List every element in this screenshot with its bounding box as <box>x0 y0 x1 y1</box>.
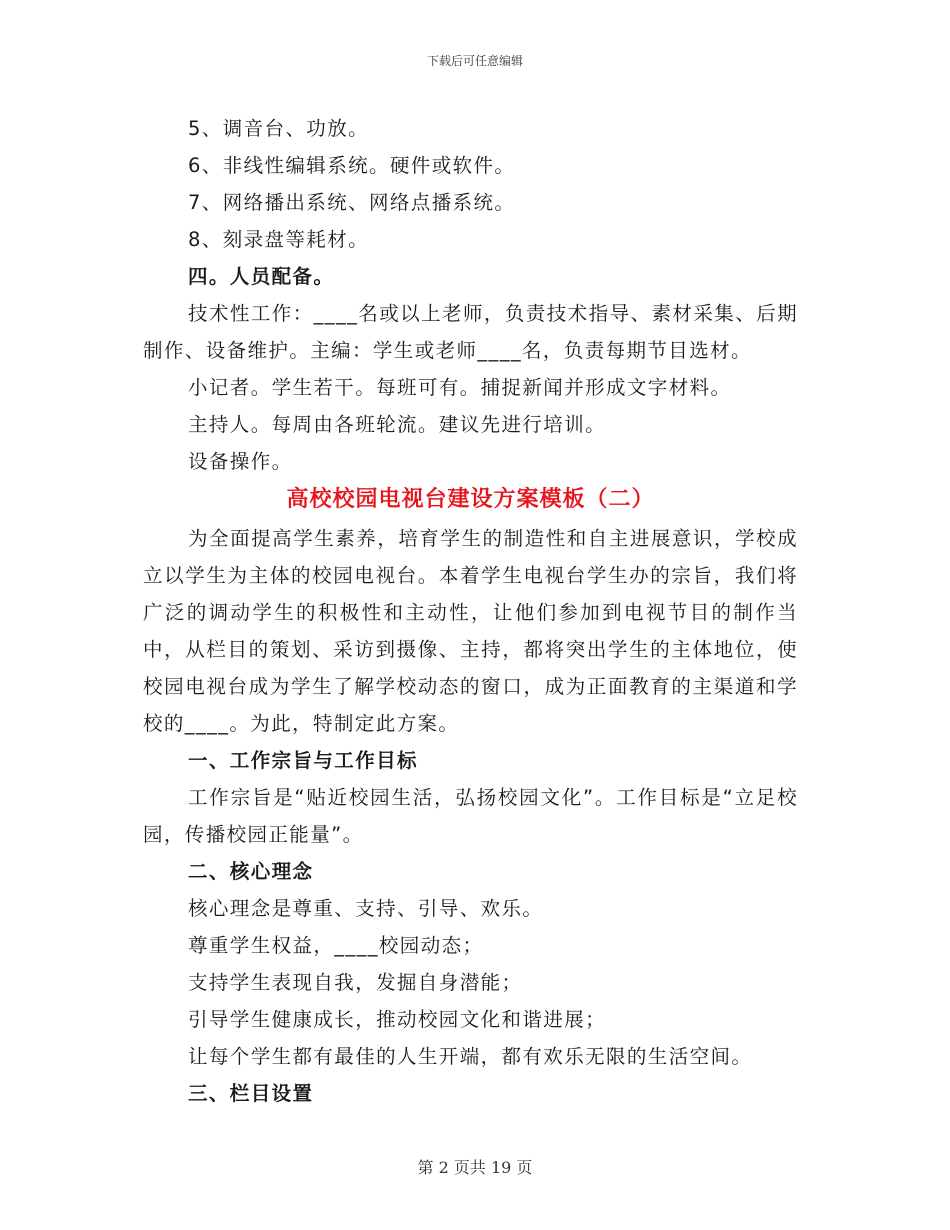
paragraph-staff-host: 主持人。每周由各班轮流。建议先进行培训。 <box>188 413 607 436</box>
paragraph-staff-tech: 技术性工作：____名或以上老师，负责技术指导、素材采集、后期制作、设备维护。主编：学生或老师____名，负责每期节目选材。 <box>143 302 798 362</box>
section-heading-2: 二、核心理念 <box>188 860 314 883</box>
page-header: 下载后可任意编辑 <box>426 54 523 68</box>
page-footer: 第 2 页共 19 页 <box>417 1158 533 1177</box>
list-item-6: 6、非线性编辑系统。硬件或软件。 <box>188 154 516 177</box>
list-item-7: 7、网络播出系统、网络点播系统。 <box>188 191 516 214</box>
paragraph-core-3: 支持学生表现自我，发掘自身潜能； <box>188 971 523 994</box>
document-title: 高校校园电视台建设方案模板（二） <box>286 487 655 512</box>
document-body <box>143 110 798 1112</box>
paragraph-core-5: 让每个学生都有最佳的人生开端，都有欢乐无限的生活空间。 <box>188 1045 753 1068</box>
list-item-8: 8、刻录盘等耗材。 <box>188 228 370 251</box>
paragraph-core-1: 核心理念是尊重、支持、引导、欢乐。 <box>188 897 544 920</box>
list-item-5: 5、调音台、功放。 <box>188 117 370 140</box>
paragraph-staff-equipment: 设备操作。 <box>188 450 293 473</box>
paragraph-core-2: 尊重学生权益，____校园动态； <box>188 934 484 957</box>
paragraph-staff-reporter: 小记者。学生若干。每班可有。捕捉新闻并形成文字材料。 <box>188 376 732 399</box>
paragraph-section-1: 工作宗旨是“贴近校园生活，弘扬校园文化”。工作目标是“立足校园，传播校园正能量”。 <box>143 786 798 846</box>
paragraph-core-4: 引导学生健康成长，推动校园文化和谐进展； <box>188 1008 607 1031</box>
section-heading-1: 一、工作宗旨与工作目标 <box>188 749 418 772</box>
paragraph-intro: 为全面提高学生素养，培育学生的制造性和自主进展意识，学校成立以学生为主体的校园电视台。本着学生电视台学生办的宗旨，我们将广泛的调动学生的积极性和主动性，让他们参加到电视节目的制作当中，从栏目的策划、采访到摄像、主持，都将突出学生的主体地位，使校园电视台成为学生了解学校动态的窗口，成为正面教育的主渠道和学校的____。为此，特制定此方案。 <box>143 527 798 735</box>
section-heading-staffing: 四。人员配备。 <box>188 265 335 288</box>
section-heading-3: 三、栏目设置 <box>188 1082 314 1105</box>
